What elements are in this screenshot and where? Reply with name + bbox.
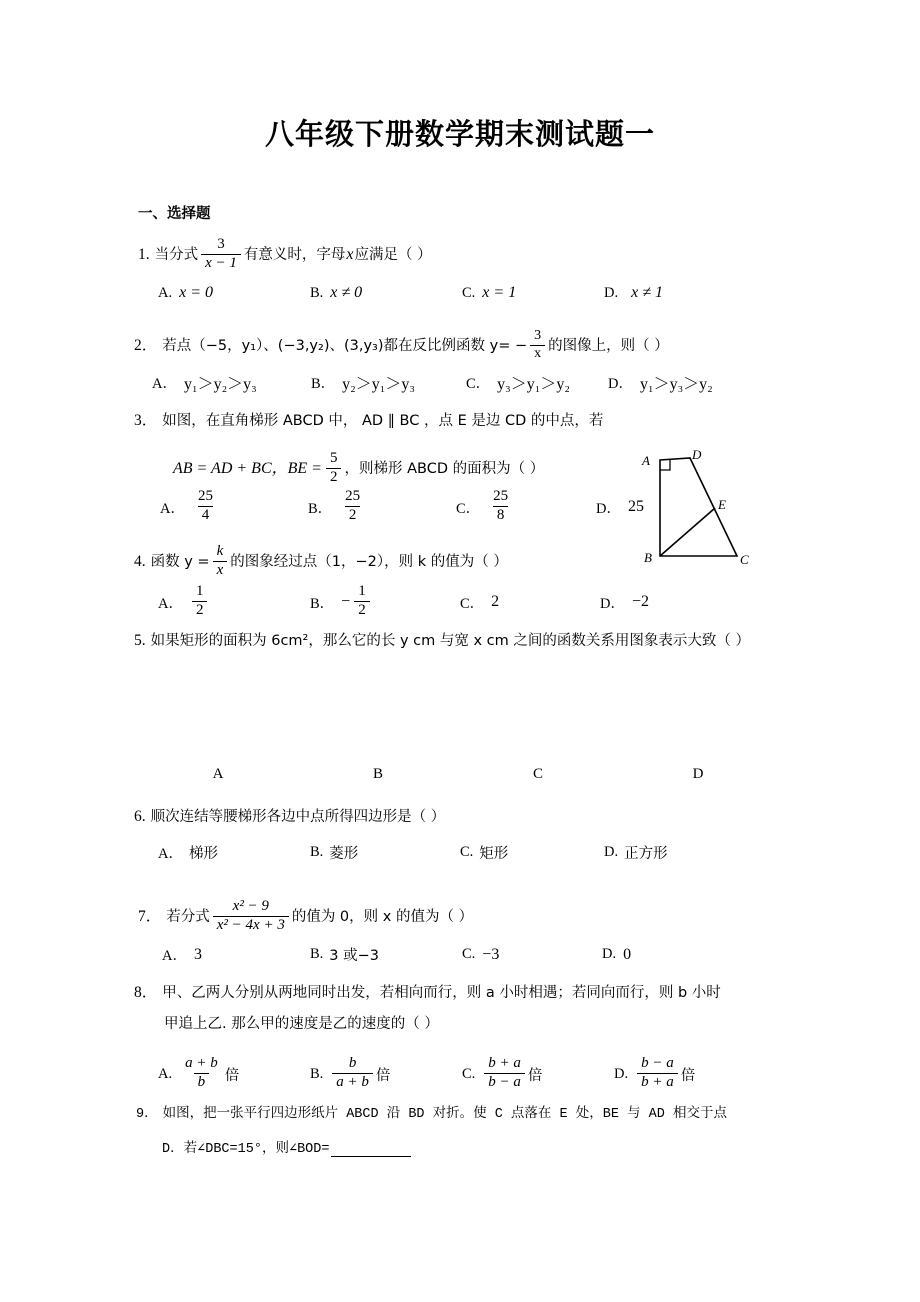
fraction-denominator: 8 <box>493 506 509 524</box>
question-4-option-c[interactable] <box>460 592 600 613</box>
question-1-stem <box>138 238 432 273</box>
option-fraction <box>181 1056 222 1091</box>
question-1-text-after: 有意义时，字母 <box>243 246 346 263</box>
question-1-number: 1. <box>138 246 150 264</box>
fraction-denominator: 4 <box>198 506 214 524</box>
fraction-denominator: x − 1 <box>201 254 241 272</box>
option-text: 梯形 <box>188 846 218 862</box>
question-7-options <box>162 944 632 965</box>
fraction-denominator: b + a <box>637 1073 678 1091</box>
question-5-option-d[interactable]: D <box>692 766 704 782</box>
question-3-option-b[interactable] <box>308 490 456 525</box>
question-2-option-b[interactable] <box>311 371 466 394</box>
question-1-option-b[interactable] <box>310 284 462 302</box>
option-text: 矩形 <box>479 846 509 862</box>
question-6-text: 顺次连结等腰梯形各边中点所得四边形是（ ） <box>150 808 446 825</box>
question-6-number: 6. <box>134 808 146 825</box>
question-1-text-before: 当分式 <box>154 246 199 263</box>
question-2-option-d[interactable] <box>608 371 714 394</box>
option-text: 0 <box>623 945 632 963</box>
question-3-fraction <box>326 451 342 486</box>
option-text: 3 <box>193 945 202 963</box>
option-letter: D． <box>608 376 633 392</box>
fraction-denominator: a + b <box>332 1073 373 1091</box>
option-letter: C. <box>462 284 476 301</box>
question-3-options <box>160 490 645 525</box>
question-8-options <box>158 1057 695 1092</box>
option-letter: A． <box>162 948 187 964</box>
fraction-numerator: 25 <box>493 488 509 504</box>
question-5-text: 如果矩形的面积为 6cm²，那么它的长 y cm 与宽 x cm 之间的函数关系用图象表示大致（ ） <box>150 632 750 649</box>
question-4-option-d[interactable] <box>600 592 650 613</box>
option-text: 25 <box>627 498 644 516</box>
option-text: y₁＞y₃＞y₂ <box>639 376 713 393</box>
question-7-fraction <box>213 899 289 934</box>
question-7-option-d[interactable] <box>602 946 632 964</box>
question-1-option-d[interactable] <box>604 284 664 302</box>
fraction-denominator: b − a <box>484 1073 525 1091</box>
question-3-line2-after: ，则梯形 ABCD 的面积为（ ） <box>344 460 545 477</box>
question-1-options <box>158 284 664 302</box>
fraction-numerator: 5 <box>329 450 338 466</box>
question-6-stem <box>134 808 445 826</box>
option-fraction <box>194 489 217 524</box>
option-text: 3 或−3 <box>329 948 380 964</box>
question-7-number: 7． <box>138 908 162 926</box>
question-1-option-c[interactable] <box>462 284 604 302</box>
option-letter: D. <box>602 946 617 962</box>
segment-BE <box>660 508 715 556</box>
option-letter: B. <box>310 284 324 301</box>
question-7-text-after: 的值为 0，则 x 的值为（ ） <box>291 908 474 925</box>
fraction-denominator: b <box>194 1073 210 1091</box>
option-text: −3 <box>482 945 500 963</box>
option-letter: B. <box>310 946 324 962</box>
option-letter: D. <box>614 1065 629 1082</box>
question-7-stem <box>138 900 473 935</box>
question-9-line2-before: D．若∠DBC=15°，则∠BOD= <box>162 1142 330 1157</box>
option-letter: A. <box>158 1065 173 1082</box>
option-letter: A． <box>160 500 185 517</box>
question-3-number: 3． <box>134 412 158 429</box>
fraction-denominator: x <box>530 345 545 362</box>
question-4-option-b[interactable] <box>310 585 460 620</box>
question-5-stem <box>134 632 750 650</box>
page-title: 八年级下册数学期末测试题一 <box>264 117 655 151</box>
question-7-text-before: 若分式 <box>166 908 210 925</box>
trapezoid-svg <box>632 446 762 576</box>
fraction-numerator: 3 <box>534 328 542 343</box>
question-8-line2: 甲追上乙. 那么甲的速度是乙的速度的（ ） <box>164 1016 439 1032</box>
question-2-text: 若点（−5，y₁）、(−3,y₂)、(3,y₃)都在反比例函数 y= − <box>162 337 528 354</box>
label-A: A <box>642 453 650 468</box>
fraction-denominator: x <box>213 561 228 579</box>
option-suffix: 倍 <box>680 1067 696 1084</box>
fraction-numerator: 25 <box>197 488 213 504</box>
option-text: x = 0 <box>179 284 214 301</box>
option-letter: D． <box>600 595 625 612</box>
question-8-stem-line-2 <box>164 1016 439 1033</box>
question-7-option-b[interactable] <box>310 944 462 965</box>
question-5-option-a[interactable]: A <box>212 766 224 782</box>
option-text: y₁＞y₂＞y₃ <box>183 376 257 393</box>
question-2-number: 2． <box>134 337 158 355</box>
option-fraction <box>332 1056 373 1091</box>
option-fraction <box>484 1056 525 1091</box>
fraction-numerator: 1 <box>358 583 366 599</box>
option-letter: A. <box>158 284 173 301</box>
option-letter: C. <box>460 844 474 860</box>
label-B: B <box>644 550 652 565</box>
option-letter: C． <box>460 595 485 612</box>
fraction-denominator: 2 <box>354 601 370 619</box>
option-text: 2 <box>491 593 500 611</box>
question-2-options <box>152 371 714 394</box>
question-8-option-c[interactable] <box>462 1057 614 1092</box>
question-9-line1: 如图，把一张平行四边形纸片 ABCD 沿 BD 对折。使 C 点落在 E 处，BE 与 AD 相交于点 <box>162 1107 727 1122</box>
question-3-stem-line-1 <box>134 412 603 430</box>
fraction-denominator: x² − 4x + 3 <box>213 916 289 934</box>
option-letter: C. <box>462 1065 476 1082</box>
question-5-option-b[interactable]: B <box>372 766 383 782</box>
option-letter: D． <box>596 500 621 517</box>
option-suffix: 倍 <box>224 1067 240 1084</box>
answer-blank-line[interactable] <box>331 1143 411 1157</box>
option-letter: D. <box>604 284 619 301</box>
option-letter: B. <box>310 844 324 860</box>
option-fraction <box>489 489 512 524</box>
question-3-option-c[interactable] <box>456 490 596 525</box>
option-text: 菱形 <box>329 846 359 862</box>
question-3-line2-before: AB = AD + BC，BE = <box>173 460 322 478</box>
option-letter: C． <box>466 376 491 392</box>
option-text: 正方形 <box>624 846 668 862</box>
question-8-number: 8． <box>134 984 158 1001</box>
question-1-fraction <box>201 237 241 272</box>
question-9-stem-line-2 <box>162 1142 411 1158</box>
question-2-option-c[interactable] <box>466 371 608 394</box>
question-4-number: 4. <box>134 553 146 571</box>
right-trapezoid-figure <box>632 446 762 576</box>
question-8-option-a[interactable] <box>158 1057 310 1092</box>
option-letter: A． <box>158 846 183 862</box>
question-3-stem-line-2 <box>172 452 544 487</box>
question-1-text-tail: 应满足（ ） <box>354 246 432 263</box>
option-text: y₂＞y₁＞y₃ <box>342 376 415 393</box>
fraction-denominator: 2 <box>192 601 208 619</box>
option-suffix: 倍 <box>375 1067 391 1084</box>
option-fraction <box>354 584 370 619</box>
fraction-numerator: a + b <box>185 1055 218 1071</box>
question-9-stem-line-1 <box>136 1107 727 1123</box>
label-D: D <box>692 447 702 462</box>
section-heading-choice: 一、选择题 <box>138 206 211 222</box>
option-letter: D. <box>604 844 619 860</box>
question-4-stem <box>134 545 508 580</box>
fraction-numerator: 3 <box>217 236 225 252</box>
option-letter: B. <box>310 1065 324 1082</box>
question-5-number: 5. <box>134 632 146 649</box>
label-E: E <box>718 497 726 512</box>
right-angle-mark <box>660 460 670 470</box>
option-letter: A． <box>158 595 183 612</box>
question-3-line1: 如图，在直角梯形 ABCD 中， AD ∥ BC ，点 E 是边 CD 的中点，若 <box>162 412 604 429</box>
option-letter: B． <box>311 376 336 392</box>
option-fraction <box>192 584 208 619</box>
option-text: x ≠ 0 <box>330 284 363 301</box>
question-6-option-b[interactable] <box>310 842 460 863</box>
option-suffix: 倍 <box>527 1067 543 1084</box>
question-4-option-a[interactable] <box>158 585 310 620</box>
option-text: −2 <box>631 593 650 611</box>
fraction-numerator: b + a <box>488 1055 521 1071</box>
option-fraction <box>637 1056 678 1091</box>
question-6-option-d[interactable] <box>604 842 668 863</box>
option-text: y₃＞y₁＞y₂ <box>497 376 570 393</box>
question-7-option-a[interactable] <box>162 944 310 965</box>
question-2-fraction <box>530 329 545 361</box>
question-4-text-after: 的图象经过点（1，−2），则 k 的值为（ ） <box>230 553 508 570</box>
question-4-options <box>158 585 650 620</box>
option-letter: C． <box>456 500 481 517</box>
question-9-number: 9． <box>136 1107 158 1122</box>
question-7-option-c[interactable] <box>462 946 602 964</box>
question-2-stem <box>134 330 669 362</box>
question-4-fraction <box>213 544 228 579</box>
fraction-denominator: 2 <box>326 468 342 486</box>
question-5-option-c[interactable]: C <box>532 766 543 782</box>
question-3-option-a[interactable] <box>160 490 308 525</box>
option-letter: A． <box>152 376 177 392</box>
option-prefix: − <box>341 593 351 611</box>
question-1-option-a[interactable] <box>158 284 310 302</box>
question-8-option-b[interactable] <box>310 1057 462 1092</box>
option-letter: B． <box>308 500 333 517</box>
option-letter: B． <box>310 595 335 612</box>
question-5-picture-option-labels <box>138 766 798 783</box>
question-1-variable: x <box>346 246 354 264</box>
fraction-denominator: 2 <box>345 506 361 524</box>
question-8-option-d[interactable] <box>614 1057 695 1092</box>
label-C: C <box>740 552 749 567</box>
fraction-numerator: b <box>348 1055 357 1071</box>
question-6-options <box>158 842 668 863</box>
fraction-numerator: k <box>216 543 224 559</box>
question-6-option-c[interactable] <box>460 842 604 863</box>
question-4-text-before: 函数 y = <box>150 553 210 570</box>
option-letter: C. <box>462 946 476 962</box>
option-fraction <box>341 489 364 524</box>
fraction-numerator: 25 <box>345 488 361 504</box>
question-6-option-a[interactable] <box>158 842 310 863</box>
fraction-numerator: x² − 9 <box>232 898 269 914</box>
fraction-numerator: b − a <box>641 1055 674 1071</box>
question-2-option-a[interactable] <box>152 371 311 394</box>
question-2-text-tail: 的图像上，则（ ） <box>548 337 669 354</box>
question-8-stem-line-1 <box>134 984 721 1002</box>
question-8-line1: 甲、乙两人分别从两地同时出发，若相向而行，则 a 小时相遇；若同向而行，则 b 小时 <box>162 984 721 1001</box>
fraction-numerator: 1 <box>195 583 204 599</box>
option-text: x = 1 <box>482 284 517 301</box>
option-text: x ≠ 1 <box>631 284 663 301</box>
